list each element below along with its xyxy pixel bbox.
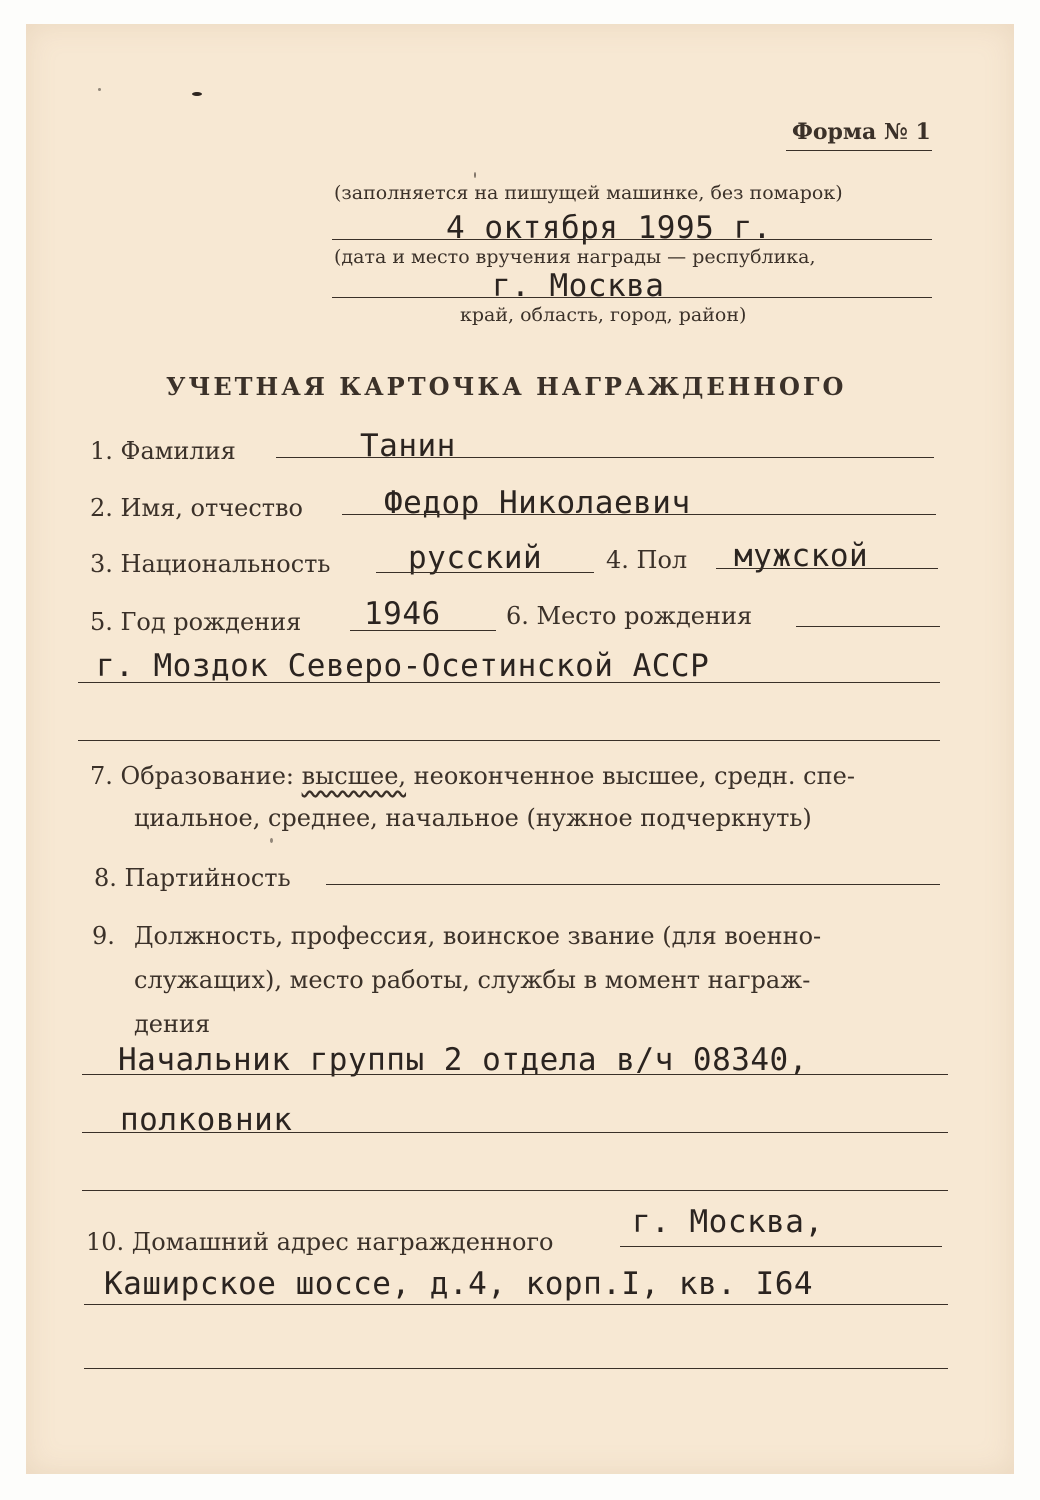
form-number-underline (786, 150, 932, 151)
address-value-1: г. Москва, (632, 1204, 824, 1240)
award-place-line (332, 297, 932, 298)
award-record-card (26, 24, 1014, 1474)
ink-mark (98, 88, 101, 91)
position-number: 9. (92, 922, 115, 950)
address-line-1 (620, 1246, 942, 1247)
position-value-2: полковник (120, 1102, 293, 1138)
birth-place-line-3 (78, 740, 940, 741)
surname-value: Танин (360, 428, 456, 464)
birth-place-value: г. Моздок Северо-Осетинской АССР (96, 648, 710, 684)
birth-year-value: 1946 (364, 596, 441, 632)
sex-value: мужской (734, 538, 869, 574)
education-selected: высшее, (301, 762, 407, 790)
birth-place-line-1 (796, 626, 940, 627)
place-caption-2: край, область, город, район) (460, 304, 747, 326)
nationality-label: 3. Национальность (90, 550, 331, 578)
place-caption-1: (дата и место вручения награды — республика, (334, 246, 816, 268)
education-number: 7. (90, 762, 113, 790)
card-title: УЧЕТНАЯ КАРТОЧКА НАГРАЖДЕННОГО (166, 372, 847, 401)
sex-line (716, 568, 938, 569)
position-value-1: Начальник группы 2 отдела в/ч 08340, (118, 1042, 808, 1078)
address-value-2: Каширское шоссе, д.4, корп.I, кв. I64 (104, 1266, 814, 1302)
surname-label: 1. Фамилия (90, 437, 236, 465)
position-text-2: служащих), место работы, службы в момент награж- (134, 966, 811, 994)
position-line-2 (82, 1132, 948, 1133)
award-date: 4 октября 1995 г. (446, 210, 772, 246)
name-label: 2. Имя, отчество (90, 494, 303, 522)
party-line (326, 884, 940, 885)
position-line-1 (82, 1074, 948, 1075)
award-date-line (332, 239, 932, 240)
education-text-1 (90, 762, 855, 790)
position-text-3: дения (134, 1010, 211, 1038)
education-rest: неоконченное высшее, средн. спе- (413, 762, 855, 790)
sex-label: 4. Пол (606, 546, 688, 574)
birth-place-label: 6. Место рождения (506, 602, 753, 630)
birth-year-line (350, 630, 496, 631)
ink-mark (270, 838, 273, 843)
form-number: Форма № 1 (792, 119, 931, 145)
education-lead: Образование: (120, 762, 294, 790)
name-value: Федор Николаевич (384, 485, 691, 521)
ink-mark (474, 172, 476, 178)
position-text-1: Должность, профессия, воинское звание (для военно- (134, 922, 822, 950)
address-label: 10. Домашний адрес награжденного (86, 1228, 554, 1256)
fill-instruction: (заполняется на пишущей машинке, без помарок) (334, 182, 843, 204)
nationality-line (376, 572, 594, 573)
surname-line (276, 457, 934, 458)
birth-year-label: 5. Год рождения (90, 608, 302, 636)
position-line-3 (82, 1190, 948, 1191)
address-line-2 (84, 1304, 948, 1305)
birth-place-line-2 (78, 682, 940, 683)
award-place: г. Москва (492, 268, 665, 304)
address-line-3 (84, 1368, 948, 1369)
party-label: 8. Партийность (94, 864, 291, 892)
nationality-value: русский (408, 540, 543, 576)
education-text-2: циальное, среднее, начальное (нужное подчеркнуть) (134, 804, 812, 832)
ink-mark (192, 92, 202, 96)
name-line (342, 514, 936, 515)
